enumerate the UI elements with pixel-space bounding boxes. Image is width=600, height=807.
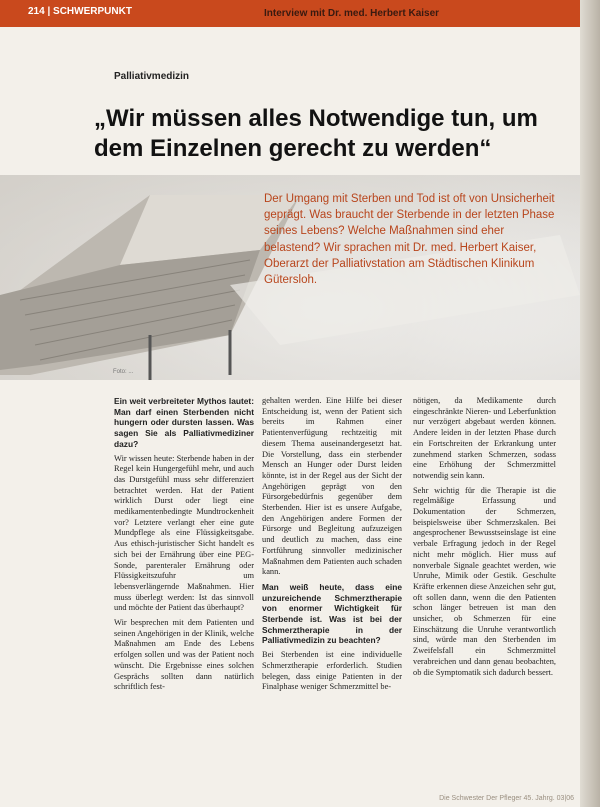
question-paragraph: Man weiß heute, dass eine unzureichende Schmerztherapie von enormer Wichtigkeit für Sterbende ist. Was ist bei der Schmerztherapie in der Palliativmedizin zu beachten? — [262, 581, 402, 646]
page-edge-shadow — [580, 0, 600, 807]
section-label: 214 | SCHWERPUNKT — [28, 6, 132, 17]
intro-text: Der Umgang mit Sterben und Tod ist oft von Unsicherheit geprägt. Was braucht der Sterbende in der letzten Phase seines Lebens? Welche Maßnahmen sind eher belastend? Wir sprachen mit Dr. med. Herbert Kaiser, Oberarzt der Palliativstation am Städtischen Klinikum Gütersloh. — [264, 193, 555, 287]
answer-paragraph: gehalten werden. Eine Hilfe bei dieser Entscheidung ist, wenn der Patient sich bereits im Rahmen einer Patientenverfügung rechtzeitig mit diesem Thema auseinandergesetzt hat. Die Vorstellung, dass ein sterbender Mensch an Hunger oder Durst leiden könnte, ist in der Regel aus der Sicht der Angehörigen geprägt von den Fürsorgebedürfnis gegenüber dem Sterbenden. Hier ist es unsere Aufgabe, den Angehörigen andere Formen der Fürsorge und Begleitung aufzuzeigen und deutlich zu machen, dass eine Fortführung sinnvoller medizinischer Maßnahmen dem Patienten auch schaden kann. — [262, 396, 402, 577]
interview-label: Interview mit Dr. med. Herbert Kaiser — [264, 8, 440, 19]
footer-citation: Die Schwester Der Pfleger 45. Jahrg. 03|06 — [439, 795, 574, 802]
text-column-1 — [114, 396, 254, 796]
photo-credit: Foto: ... — [113, 369, 134, 375]
text-column-3 — [413, 396, 556, 796]
answer-paragraph: Wir wissen heute: Sterbende haben in der Regel kein Hungergefühl mehr, und auch das Durstgefühl muss sehr differenziert betrachtet werden. Hat der Patient wirklich Durst oder liegt eine medikamentenbedingte Mundtrockenheit vor? Letztere verlangt eher eine gute Mundpflege als eine Flüssigkeitsgabe. Aus ethisch-juristischer Sicht handelt es sich bei der Ernährung über eine PEG-Sonde, parenteraler Ernährung oder Flüssigkeitszufuhr um lebensverlängernde Maßnahmen. Hier muss überlegt werden: Ist das sinnvoll und möchte der Patient das überhaupt? — [114, 453, 254, 613]
headline: „Wir müssen alles Notwendige tun, um dem Einzelnen gerecht zu werden“ — [94, 105, 538, 162]
answer-paragraph: Sehr wichtig für die Therapie ist die regelmäßige Erfassung und Dokumentation der Schmerzen, beispielsweise über Schmerzskalen. Bei angesprochener Bewusstseinslage ist eine verbale Erfragung jedoch in der Regel nicht mehr möglich. Hier muss auf nonverbale Signale geachtet werden, wie Unruhe, Mimik oder Gestik. Geschulte Kräfte erkennen diese Anzeichen sehr gut, oft sollen dann, wenn die den Patienten schon länger betreuen ist man den unsicher, ob Schmerzen für eine Einschätzung die Unruhe verantwortlich sind, würde man den Sterbenden im Zweifelsfall ein Schmerzmittel verabreichen und dann genau beobachten, ob die Symptomatik sich dadurch bessert. — [413, 485, 556, 677]
header-band — [0, 0, 580, 27]
answer-paragraph: nötigen, da Medikamente durch eingeschränkte Nieren- und Leberfunktion nur verzögert abgebaut werden können. Andere leiden in der letzten Phase durch ein Fortschreiten der Erkrankung unter zunehmend starken Schmerzen, sodass eine Erhöhung der Schmerzmittel notwendig sein kann. — [413, 396, 556, 480]
question-paragraph: Ein weit verbreiteter Mythos lautet: Man darf einen Sterbenden nicht hungern oder dursten lassen. Was sagen Sie als Palliativmediziner dazu? — [114, 396, 254, 449]
answer-paragraph: Wir besprechen mit dem Patienten und seinen Angehörigen in der Klinik, welche Maßnahmen am Ende des Lebens erfolgen sollen und was der Patient noch wünscht. Die Ergebnisse eines solchen Gesprächs sollten dann natürlich schriftlich fest- — [114, 618, 254, 692]
answer-paragraph: Bei Sterbenden ist eine individuelle Schmerztherapie erforderlich. Studien belegen, dass einige Patienten in der Finalphase weniger Schmerzmittel be- — [262, 650, 402, 692]
kicker: Palliativmedizin — [114, 71, 190, 82]
text-column-2 — [262, 396, 402, 796]
